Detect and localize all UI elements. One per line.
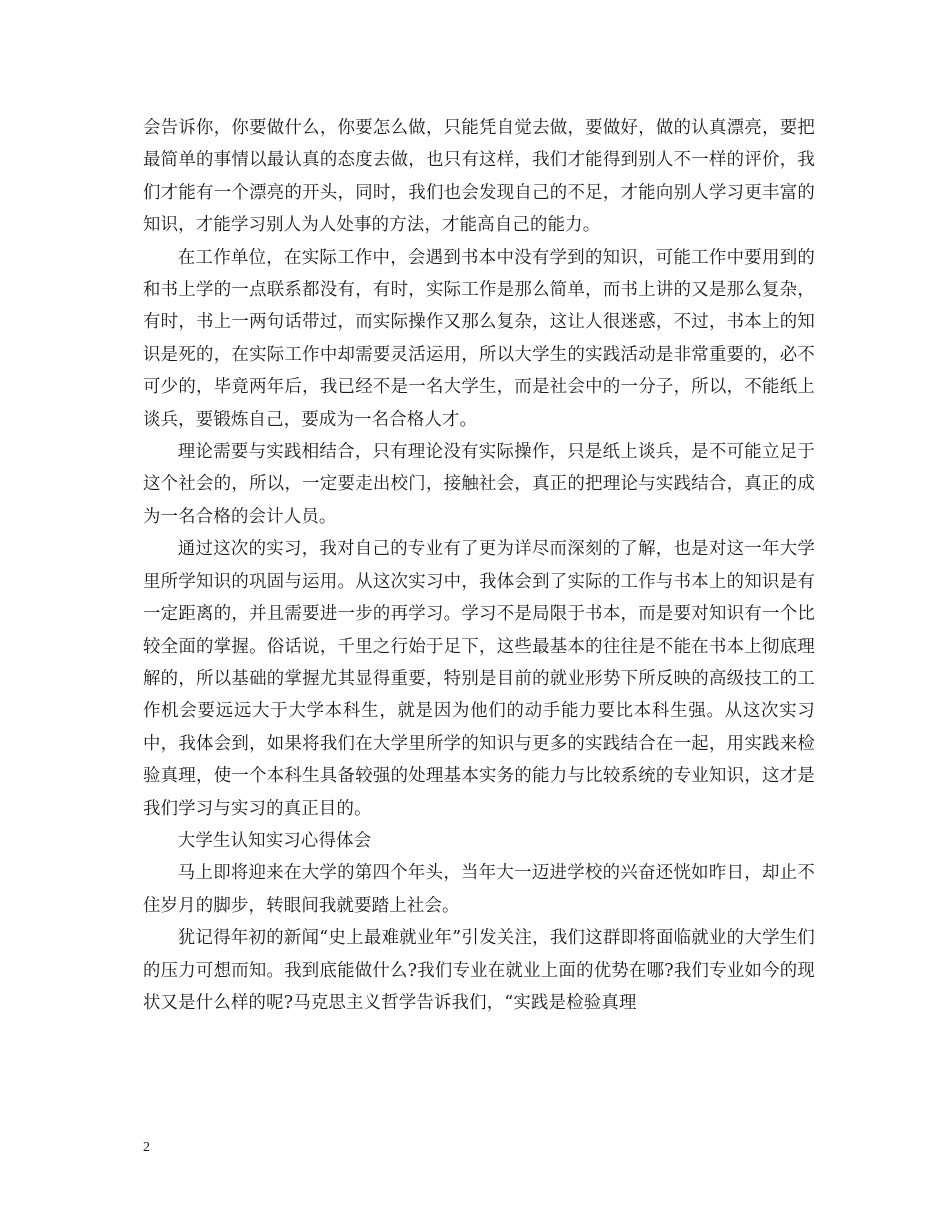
paragraph-internship-summary: 通过这次的实习，我对自己的专业有了更为详尽而深刻的了解，也是对这一年大学里所学知识的巩固与运用。从这次实习中，我体会到了实际的工作与书本上的知识是有一定距离的，并且需要进一步的再学习。学习不是局限于书本，而是要对知识有一个比较全面的掌握。俗话说，千里之行始于足下，这些最基本的往往是不能在书本上彻底理解的，所以基础的掌握尤其显得重要，特别是目前的就业形势下所反映的高级技工的工作机会要远远大于大学本科生，就是因为他们的动手能力要比本科生强。从这次实习中，我体会到，如果将我们在大学里所学的知识与更多的实践结合在一起，用实践来检验真理，使一个本科生具备较强的处理基本实务的能力与比较系统的专业知识，这才是我们学习与实习的真正目的。 [143,539,815,819]
section-heading: 大学生认知实习心得体会 [177,830,372,851]
document-body [143,112,815,1019]
paragraph-fourth-year: 马上即将迎来在大学的第四个年头，当年大一迈进学校的兴奋还恍如昨日，却止不住岁月的脚步，转眼间我就要踏上社会。 [143,863,815,916]
paragraph-workplace: 在工作单位，在实际工作中，会遇到书本中没有学到的知识，可能工作中要用到的和书上学的一点联系都没有，有时，实际工作是那么简单，而书上讲的又是那么复杂，有时，书上一两句话带过，而实际操作又那么复杂，这让人很迷惑，不过，书本上的知识是死的，在实际工作中却需要灵活运用，所以大学生的实践活动是非常重要的，必不可少的，毕竟两年后，我已经不是一名大学生，而是社会中的一分子，所以，不能纸上谈兵，要锻炼自己，要成为一名合格人才。 [143,247,815,430]
page-number: 2 [143,1140,150,1155]
paragraph-theory-practice: 理论需要与实践相结合，只有理论没有实际操作，只是纸上谈兵，是不可能立足于这个社会的，所以，一定要走出校门，接触社会，真正的把理论与实践结合，真正的成为一名合格的会计人员。 [143,442,815,527]
paragraph-continuation: 会告诉你，你要做什么，你要怎么做，只能凭自觉去做，要做好，做的认真漂亮，要把最简单的事情以最认真的态度去做，也只有这样，我们才能得到别人不一样的评价，我们才能有一个漂亮的开头，同时，我们也会发现自己的不足，才能向别人学习更丰富的知识，才能学习别人为人处事的方法，才能高自己的能力。 [143,118,815,236]
paragraph-employment-news: 犹记得年初的新闻“史上最难就业年”引发关注，我们这群即将面临就业的大学生们的压力可想而知。我到底能做什么?我们专业在就业上面的优势在哪?我们专业如今的现状又是什么样的呢?马克思主义哲学告诉我们，“实践是检验真理 [143,928,815,1013]
